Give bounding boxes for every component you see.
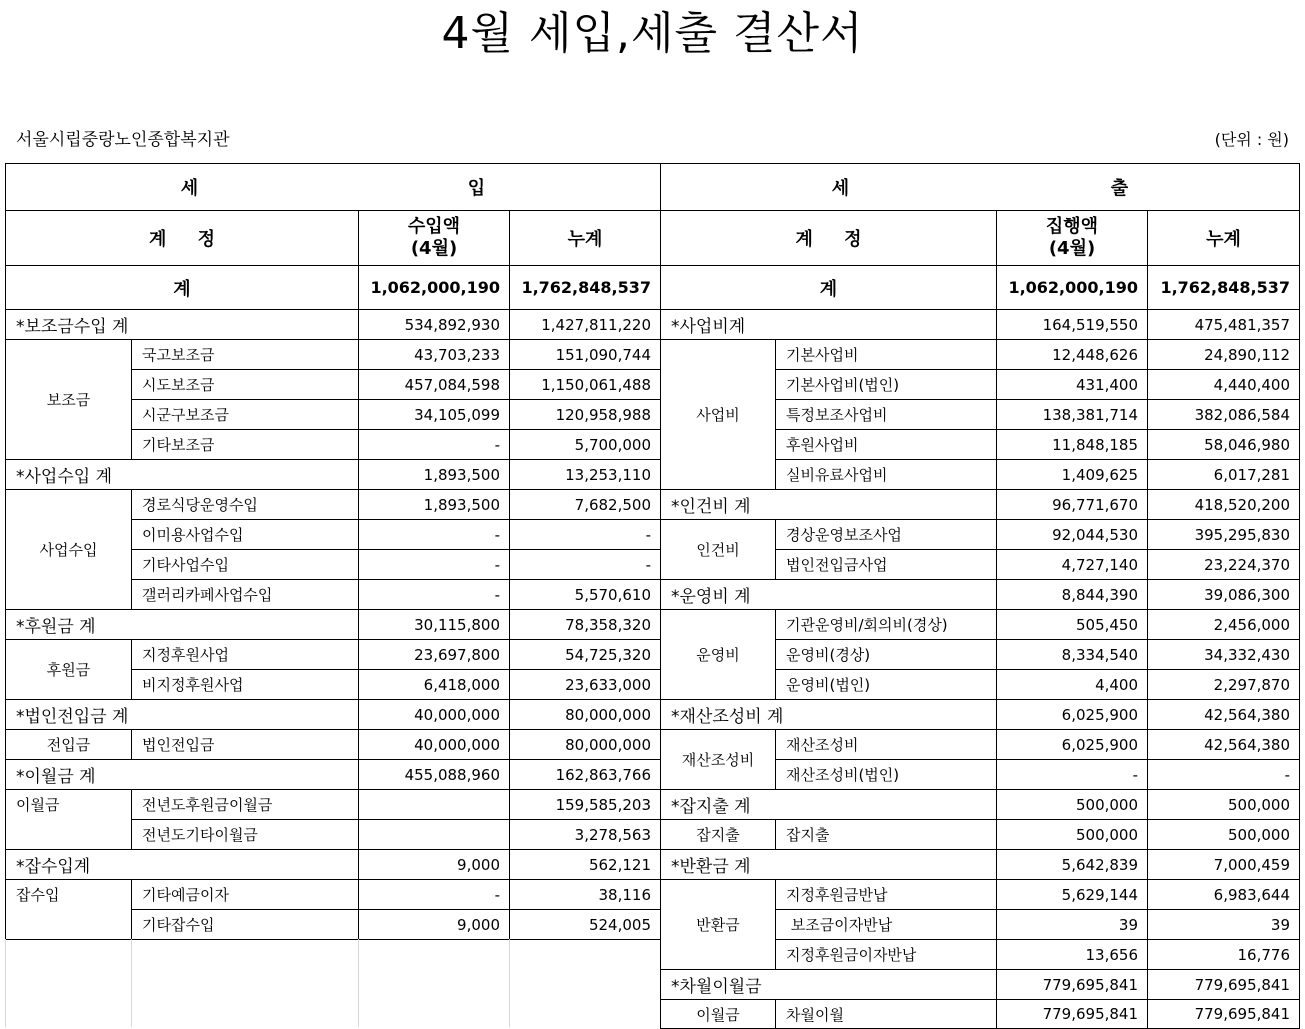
table-row: [6, 730, 661, 760]
revenue-amount: 6,418,000: [359, 670, 510, 700]
revenue-amount: 1,893,500: [359, 460, 510, 490]
revenue-item-label: 경로식당운영수입: [132, 490, 359, 520]
revenue-amount: 40,000,000: [359, 700, 510, 730]
expenditure-item-label: 잡지출: [776, 820, 997, 850]
expenditure-header: 세 출: [661, 164, 1300, 211]
table-row: [661, 850, 1300, 880]
expenditure-group-label: 운영비: [661, 610, 776, 700]
revenue-item-label: 기타예금이자: [132, 880, 359, 910]
expenditure-item-label: 운영비(법인): [776, 670, 997, 700]
expenditure-cumulative: 23,224,370: [1148, 550, 1300, 580]
revenue-section-label: *법인전입금 계: [6, 700, 359, 730]
revenue-amount: 9,000: [359, 910, 510, 940]
expenditure-item-label: 경상운영보조사업: [776, 520, 997, 550]
expenditure-total-amount: 1,062,000,190: [997, 266, 1148, 310]
revenue-amount: 534,892,930: [359, 310, 510, 340]
expenditure-amount: 39: [997, 910, 1148, 940]
expenditure-cumulative: -: [1148, 760, 1300, 790]
expenditure-amount: 4,727,140: [997, 550, 1148, 580]
revenue-group-label: 사업수입: [6, 490, 132, 610]
table-row: [6, 880, 661, 910]
revenue-item-label: 지정후원사업: [132, 640, 359, 670]
revenue-amount-header: 수입액 (4월): [359, 211, 510, 266]
table-row: [661, 790, 1300, 820]
revenue-amount: 34,105,099: [359, 400, 510, 430]
revenue-total-label: 계: [6, 266, 359, 310]
expenditure-group-label: 이월금: [661, 1000, 776, 1029]
expenditure-cumulative: 4,440,400: [1148, 370, 1300, 400]
revenue-cumulative: 1,150,061,488: [510, 370, 661, 400]
revenue-amount: 455,088,960: [359, 760, 510, 790]
table-row: [661, 880, 1300, 910]
expenditure-cumulative: 2,297,870: [1148, 670, 1300, 700]
expenditure-cumulative: 418,520,200: [1148, 490, 1300, 520]
revenue-account-header: 계 정: [6, 211, 359, 266]
revenue-group-label: 전입금: [6, 730, 132, 760]
expenditure-item-label: 기본사업비: [776, 340, 997, 370]
revenue-amount: 457,084,598: [359, 370, 510, 400]
expenditure-amount: 5,642,839: [997, 850, 1148, 880]
expenditure-cumulative: 6,017,281: [1148, 460, 1300, 490]
document-title: 4월 세입,세출 결산서: [441, 8, 864, 59]
expenditure-cumulative: 779,695,841: [1148, 1000, 1300, 1029]
revenue-cumulative: 524,005: [510, 910, 661, 940]
expenditure-item-label: 운영비(경상): [776, 640, 997, 670]
expenditure-amount: 92,044,530: [997, 520, 1148, 550]
expenditure-cumulative: 2,456,000: [1148, 610, 1300, 640]
table-row: [661, 700, 1300, 730]
revenue-item-label: 기타보조금: [132, 430, 359, 460]
expenditure-section-label: *재산조성비 계: [661, 700, 997, 730]
table-row: [6, 490, 661, 520]
revenue-amount: -: [359, 580, 510, 610]
expenditure-section-label: *잡지출 계: [661, 790, 997, 820]
revenue-group-label: 이월금: [6, 790, 132, 850]
revenue-group-label: 잡수입: [6, 880, 132, 940]
revenue-amount: -: [359, 520, 510, 550]
table-row: [661, 490, 1300, 520]
expenditure-amount: 8,844,390: [997, 580, 1148, 610]
revenue-cumulative: -: [510, 550, 661, 580]
revenue-item-label: 전년도후원금이월금: [132, 790, 359, 820]
revenue-cumulative: 5,700,000: [510, 430, 661, 460]
revenue-section-label: *이월금 계: [6, 760, 359, 790]
expenditure-cumulative: 42,564,380: [1148, 730, 1300, 760]
revenue-amount: 30,115,800: [359, 610, 510, 640]
expenditure-cumulative: 58,046,980: [1148, 430, 1300, 460]
expenditure-amount: 505,450: [997, 610, 1148, 640]
organization-name: 서울시립중랑노인종합복지관: [16, 130, 230, 150]
header-table: [5, 163, 1300, 310]
expenditure-cumulative: 500,000: [1148, 820, 1300, 850]
revenue-cumulative: 3,278,563: [510, 820, 661, 850]
table-row: [6, 850, 661, 880]
revenue-cumulative: 5,570,610: [510, 580, 661, 610]
table-row: [661, 1000, 1300, 1029]
expenditure-section-label: *인건비 계: [661, 490, 997, 520]
revenue-section-label: *사업수입 계: [6, 460, 359, 490]
expenditure-cumulative: 6,983,644: [1148, 880, 1300, 910]
revenue-cumulative: 1,427,811,220: [510, 310, 661, 340]
revenue-cumulative: 159,585,203: [510, 790, 661, 820]
revenue-amount: 1,893,500: [359, 490, 510, 520]
expenditure-group-label: 반환금: [661, 880, 776, 970]
expenditure-amount: 138,381,714: [997, 400, 1148, 430]
expenditure-cumulative: 39: [1148, 910, 1300, 940]
expenditure-item-label: 기관운영비/회의비(경상): [776, 610, 997, 640]
expenditure-amount: -: [997, 760, 1148, 790]
revenue-cumulative: 38,116: [510, 880, 661, 910]
expenditure-item-label: 재산조성비(법인): [776, 760, 997, 790]
expenditure-cumulative: 475,481,357: [1148, 310, 1300, 340]
expenditure-section-label: *차월이월금: [661, 970, 997, 1000]
expenditure-amount: 431,400: [997, 370, 1148, 400]
revenue-amount: 43,703,233: [359, 340, 510, 370]
table-row: [661, 820, 1300, 850]
expenditure-group-label: 재산조성비: [661, 730, 776, 790]
expenditure-cumulative: 7,000,459: [1148, 850, 1300, 880]
expenditure-item-label: 법인전입금사업: [776, 550, 997, 580]
table-row: [6, 640, 661, 670]
expenditure-item-label: 차월이월: [776, 1000, 997, 1029]
table-row: [6, 460, 661, 490]
expenditure-table: [660, 309, 1300, 1029]
revenue-cumulative: 562,121: [510, 850, 661, 880]
revenue-cumulative: -: [510, 520, 661, 550]
revenue-section-label: *보조금수입 계: [6, 310, 359, 340]
table-row: [661, 310, 1300, 340]
expenditure-item-label: 지정후원금반납: [776, 880, 997, 910]
revenue-item-label: 법인전입금: [132, 730, 359, 760]
revenue-cumulative: 78,358,320: [510, 610, 661, 640]
revenue-cumulative-header: 누계: [510, 211, 661, 266]
expenditure-item-label: 실비유료사업비: [776, 460, 997, 490]
table-row: [661, 970, 1300, 1000]
revenue-item-label: 국고보조금: [132, 340, 359, 370]
expenditure-item-label: 기본사업비(법인): [776, 370, 997, 400]
revenue-item-label: 시군구보조금: [132, 400, 359, 430]
expenditure-amount: 12,448,626: [997, 340, 1148, 370]
table-row: [6, 700, 661, 730]
revenue-section-label: *잡수입계: [6, 850, 359, 880]
revenue-cumulative: 162,863,766: [510, 760, 661, 790]
expenditure-section-label: *운영비 계: [661, 580, 997, 610]
expenditure-amount: 4,400: [997, 670, 1148, 700]
table-row: [661, 520, 1300, 550]
expenditure-section-label: *반환금 계: [661, 850, 997, 880]
table-row: [661, 580, 1300, 610]
expenditure-cumulative: 500,000: [1148, 790, 1300, 820]
expenditure-group-label: 인건비: [661, 520, 776, 580]
expenditure-amount: 1,409,625: [997, 460, 1148, 490]
expenditure-item-label: 후원사업비: [776, 430, 997, 460]
table-row: [6, 760, 661, 790]
revenue-item-label: 기타잡수입: [132, 910, 359, 940]
expenditure-amount: 6,025,900: [997, 730, 1148, 760]
expenditure-amount: 11,848,185: [997, 430, 1148, 460]
revenue-amount: 9,000: [359, 850, 510, 880]
expenditure-cumulative: 34,332,430: [1148, 640, 1300, 670]
revenue-item-label: 갤러리카페사업수입: [132, 580, 359, 610]
revenue-cumulative: 80,000,000: [510, 700, 661, 730]
expenditure-item-label: 재산조성비: [776, 730, 997, 760]
expenditure-item-label: 지정후원금이자반납: [776, 940, 997, 970]
expenditure-total-cumulative: 1,762,848,537: [1148, 266, 1300, 310]
expenditure-item-label: 특정보조사업비: [776, 400, 997, 430]
revenue-amount: [359, 820, 510, 850]
expenditure-cumulative: 24,890,112: [1148, 340, 1300, 370]
table-row: [661, 730, 1300, 760]
revenue-table: [5, 309, 661, 940]
revenue-item-label: 전년도기타이월금: [132, 820, 359, 850]
table-row: [6, 610, 661, 640]
expenditure-cumulative: 382,086,584: [1148, 400, 1300, 430]
expenditure-amount: 13,656: [997, 940, 1148, 970]
revenue-item-label: 시도보조금: [132, 370, 359, 400]
revenue-amount: [359, 790, 510, 820]
expenditure-amount: 96,771,670: [997, 490, 1148, 520]
revenue-amount: 40,000,000: [359, 730, 510, 760]
revenue-cumulative: 151,090,744: [510, 340, 661, 370]
revenue-amount: -: [359, 430, 510, 460]
unit-label: (단위 : 원): [1214, 130, 1289, 149]
revenue-section-label: *후원금 계: [6, 610, 359, 640]
revenue-empty-grid: [5, 939, 661, 1027]
revenue-item-label: 기타사업수입: [132, 550, 359, 580]
revenue-amount: -: [359, 880, 510, 910]
expenditure-amount: 5,629,144: [997, 880, 1148, 910]
expenditure-amount: 8,334,540: [997, 640, 1148, 670]
revenue-total-amount: 1,062,000,190: [359, 266, 510, 310]
expenditure-cumulative: 39,086,300: [1148, 580, 1300, 610]
revenue-cumulative: 80,000,000: [510, 730, 661, 760]
expenditure-amount: 164,519,550: [997, 310, 1148, 340]
expenditure-total-label: 계: [661, 266, 997, 310]
expenditure-group-label: 사업비: [661, 340, 776, 490]
expenditure-cumulative: 16,776: [1148, 940, 1300, 970]
expenditure-group-label: 잡지출: [661, 820, 776, 850]
revenue-item-label: 비지정후원사업: [132, 670, 359, 700]
expenditure-amount: 779,695,841: [997, 970, 1148, 1000]
expenditure-amount: 6,025,900: [997, 700, 1148, 730]
table-row: [6, 790, 661, 820]
revenue-cumulative: 7,682,500: [510, 490, 661, 520]
expenditure-cumulative-header: 누계: [1148, 211, 1300, 266]
table-row: [6, 340, 661, 370]
expenditure-amount-header: 집행액 (4월): [997, 211, 1148, 266]
expenditure-cumulative: 779,695,841: [1148, 970, 1300, 1000]
expenditure-account-header: 계 정: [661, 211, 997, 266]
revenue-cumulative: 54,725,320: [510, 640, 661, 670]
table-row: [6, 310, 661, 340]
table-row: [661, 610, 1300, 640]
expenditure-amount: 779,695,841: [997, 1000, 1148, 1029]
expenditure-item-label: 보조금이자반납: [776, 910, 997, 940]
expenditure-cumulative: 395,295,830: [1148, 520, 1300, 550]
revenue-header: 세 입: [6, 164, 661, 211]
revenue-group-label: 보조금: [6, 340, 132, 460]
expenditure-amount: 500,000: [997, 790, 1148, 820]
revenue-amount: -: [359, 550, 510, 580]
revenue-total-cumulative: 1,762,848,537: [510, 266, 661, 310]
expenditure-amount: 500,000: [997, 820, 1148, 850]
revenue-cumulative: 120,958,988: [510, 400, 661, 430]
revenue-amount: 23,697,800: [359, 640, 510, 670]
expenditure-cumulative: 42,564,380: [1148, 700, 1300, 730]
revenue-item-label: 이미용사업수입: [132, 520, 359, 550]
revenue-cumulative: 23,633,000: [510, 670, 661, 700]
expenditure-section-label: *사업비계: [661, 310, 997, 340]
revenue-group-label: 후원금: [6, 640, 132, 700]
revenue-cumulative: 13,253,110: [510, 460, 661, 490]
table-row: [661, 340, 1300, 370]
